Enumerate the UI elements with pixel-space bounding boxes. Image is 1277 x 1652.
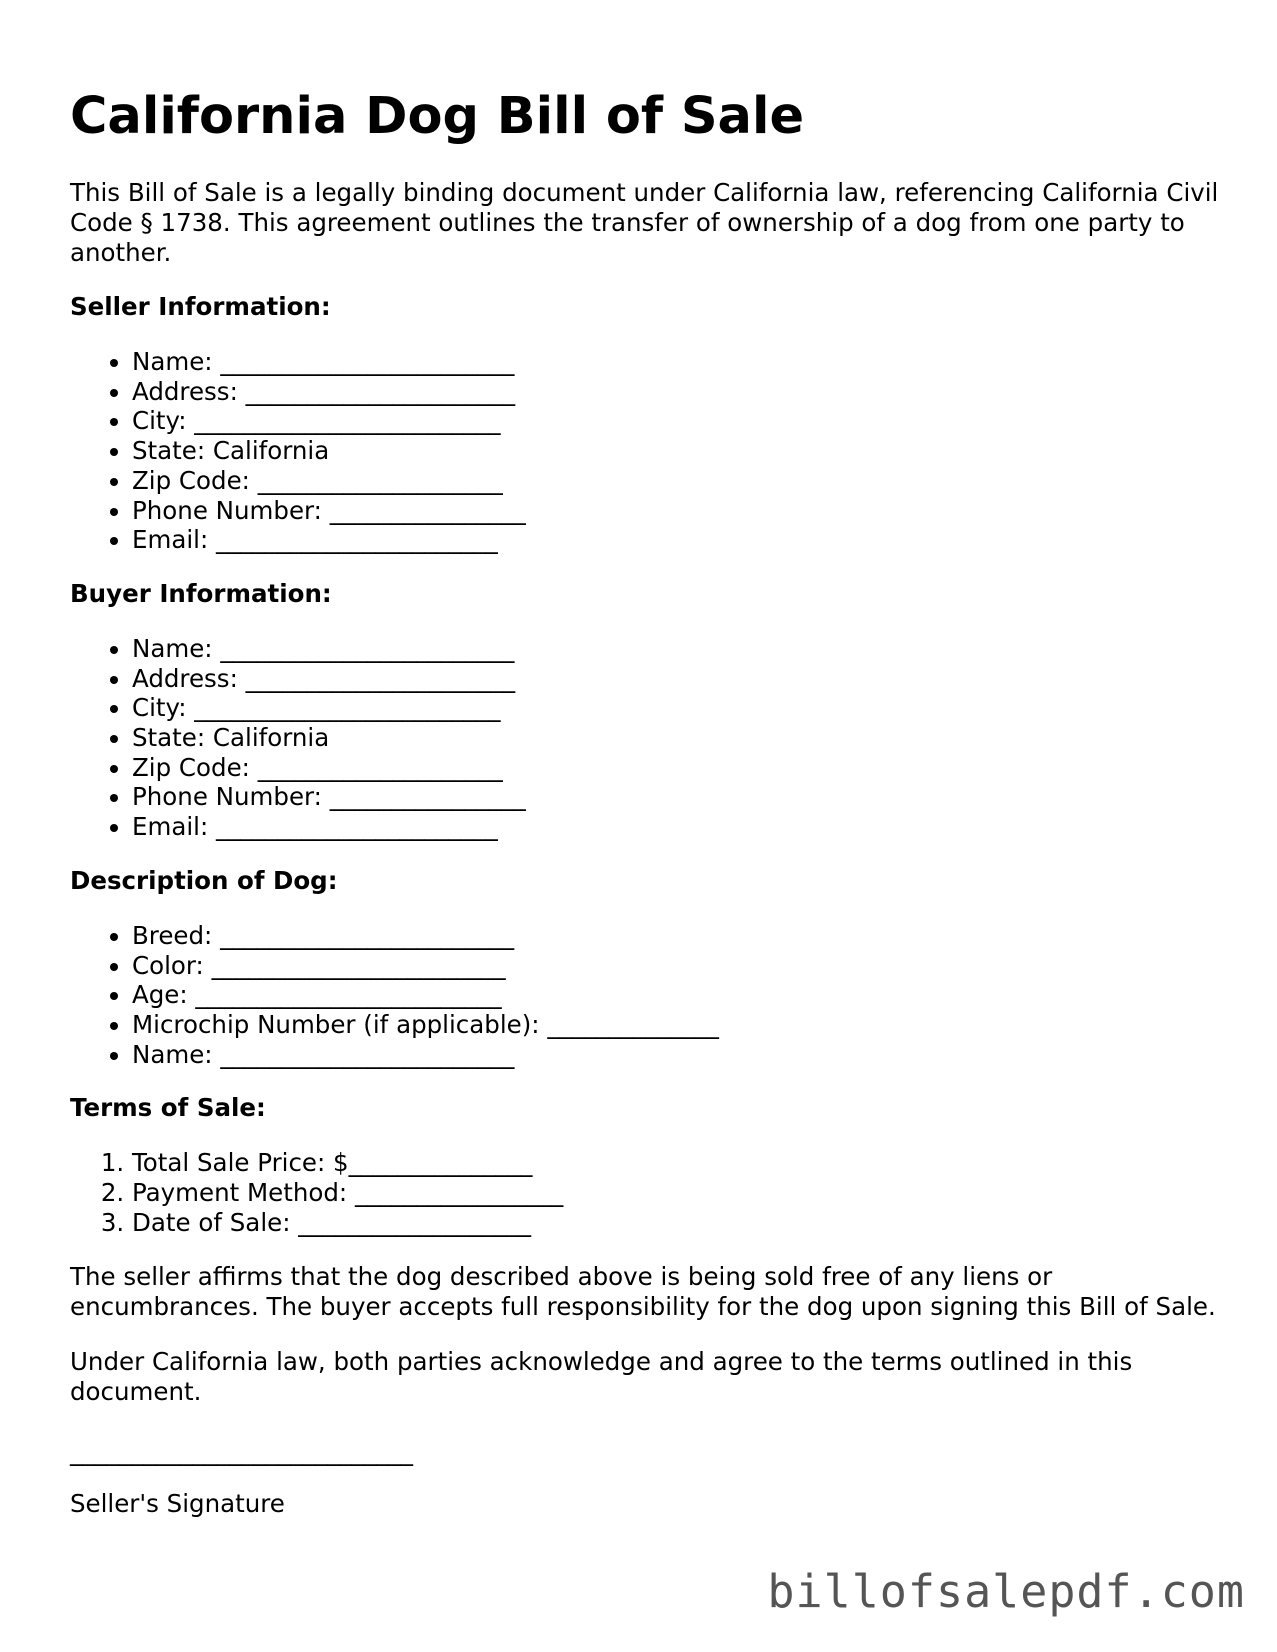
- site-watermark: billofsalepdf.com: [767, 1565, 1245, 1618]
- terms-date-field: 3. Date of Sale: ___________________: [132, 1208, 1220, 1238]
- buyer-name-field: • Name: ________________________: [132, 634, 1220, 664]
- seller-name-field: • Name: ________________________: [132, 347, 1220, 377]
- terms-payment-field: 2. Payment Method: _________________: [132, 1178, 1220, 1208]
- intro-paragraph: This Bill of Sale is a legally binding document under California law, referencing California Civil Code § 1738. This agreement outlines the transfer of ownership of a dog from one party to another.: [70, 178, 1219, 267]
- seller-list: [70, 347, 1220, 555]
- terms-heading: Terms of Sale:: [70, 1093, 266, 1123]
- buyer-heading: Buyer Information:: [70, 578, 332, 608]
- seller-city-field: • City: _________________________: [132, 406, 1220, 436]
- buyer-city-field: • City: _________________________: [132, 693, 1220, 723]
- buyer-address-field: • Address: ______________________: [132, 664, 1220, 694]
- seller-email-field: • Email: _______________________: [132, 525, 1220, 555]
- seller-signature-label: Seller's Signature: [70, 1489, 285, 1519]
- dog-breed-field: • Breed: ________________________: [132, 921, 1220, 951]
- buyer-phone-field: • Phone Number: ________________: [132, 782, 1220, 812]
- seller-heading: Seller Information:: [70, 292, 331, 321]
- acknowledgment-paragraph: Under California law, both parties acknowledge and agree to the terms outlined in this document.: [70, 1347, 1133, 1407]
- dog-heading: Description of Dog:: [70, 865, 338, 895]
- seller-signature-line: ____________________________: [70, 1437, 413, 1467]
- seller-phone-field: • Phone Number: ________________: [132, 496, 1220, 526]
- document-page: [70, 86, 1220, 1519]
- affirmation-paragraph: The seller affirms that the dog described above is being sold free of any liens or encumbrances. The buyer accepts full responsibility for the dog upon signing this Bill of Sale.: [70, 1262, 1216, 1322]
- seller-address-field: • Address: ______________________: [132, 377, 1220, 407]
- dog-microchip-field: • Microchip Number (if applicable): ______________: [132, 1010, 1220, 1040]
- document-title: California Dog Bill of Sale: [70, 87, 805, 146]
- dog-color-field: • Color: ________________________: [132, 951, 1220, 981]
- terms-list: [70, 1148, 1220, 1237]
- seller-zip-field: • Zip Code: ____________________: [132, 466, 1220, 496]
- dog-list: [70, 921, 1220, 1070]
- dog-age-field: • Age: _________________________: [132, 980, 1220, 1010]
- buyer-list: [70, 634, 1220, 842]
- seller-state-field: • State: California: [132, 436, 1220, 466]
- buyer-zip-field: • Zip Code: ____________________: [132, 753, 1220, 783]
- buyer-email-field: • Email: _______________________: [132, 812, 1220, 842]
- terms-price-field: 1. Total Sale Price: $_______________: [132, 1148, 1220, 1178]
- buyer-state-field: • State: California: [132, 723, 1220, 753]
- dog-name-field: • Name: ________________________: [132, 1040, 1220, 1070]
